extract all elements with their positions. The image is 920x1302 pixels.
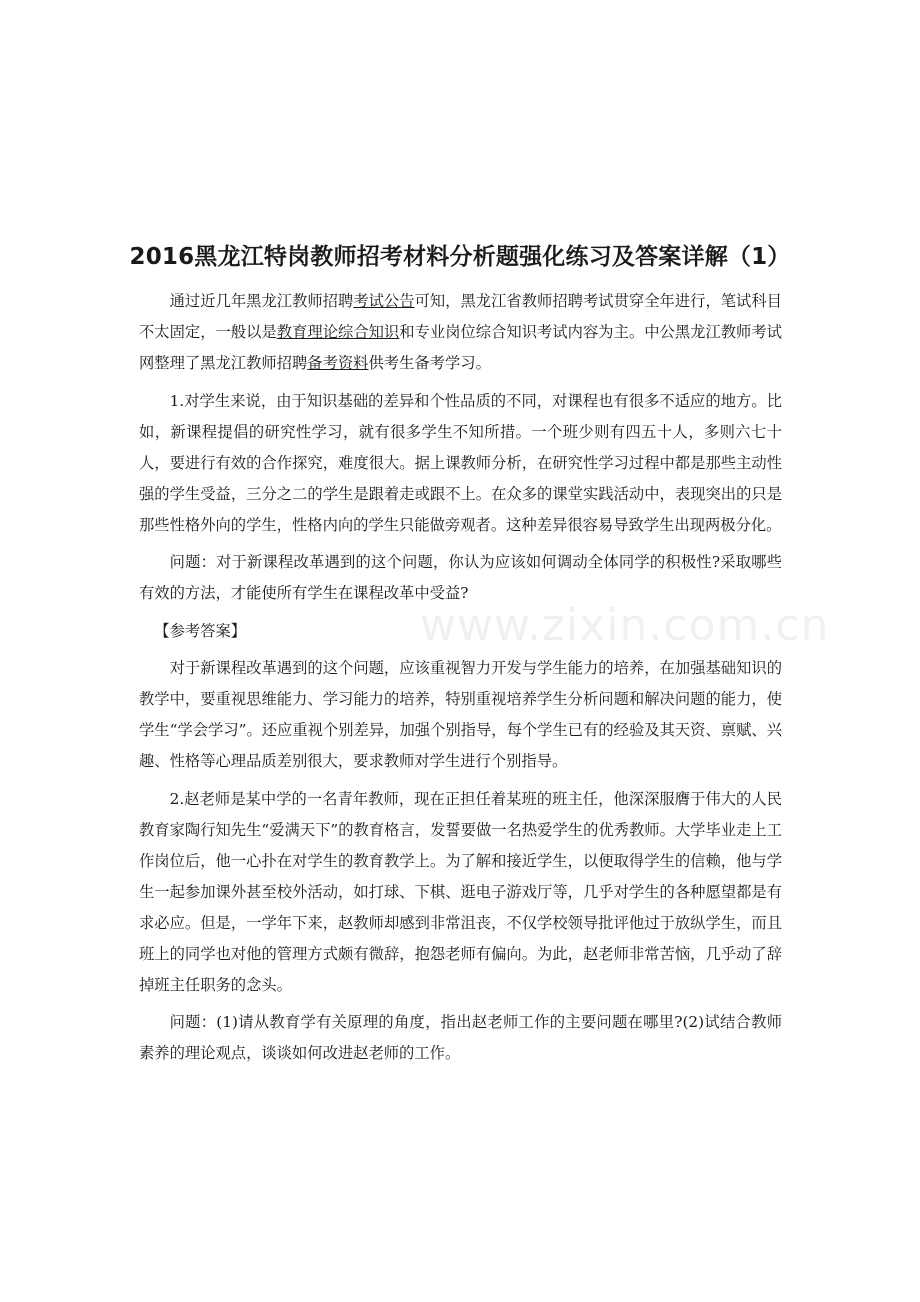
document-title: 2016黑龙江特岗教师招考材料分析题强化练习及答案详解（1） <box>129 244 791 270</box>
q2-material: 2.赵老师是某中学的一名青年教师，现在正担任着某班的班主任，他深深服膺于伟大的人民教育家陶行知先生“爱满天下”的教育格言，发誓要做一名热爱学生的优秀教师。大学毕业走上工作岗位后，他一心扑在对学生的教育教学上。为了解和接近学生，以便取得学生的信赖，他与学生一起参加课外甚至校外活动，如打球、下棋、逛电子游戏厅等，几乎对学生的各种愿望都是有求必应。但是，一学年下来，赵教师却感到非常沮丧，不仅学校领导批评他过于放纵学生，而且班上的同学也对他的管理方式颇有微辞，抱怨老师有偏向。为此，赵老师非常苦恼，几乎动了辞掉班主任职务的念头。 <box>139 789 782 994</box>
intro-paragraph <box>139 286 782 379</box>
link-prep-materials[interactable]: 备考资料 <box>307 354 369 372</box>
answer-heading: 【参考答案】 <box>154 621 247 640</box>
q1-answer: 对于新课程改革遇到的这个问题，应该重视智力开发与学生能力的培养，在加强基础知识的教学中，要重视思维能力、学习能力的培养，特别重视培养学生分析问题和解决问题的能力，使学生“学会学习”。还应重视个别差异，加强个别指导，每个学生已有的经验及其天资、禀赋、兴趣、性格等心理品质差别很大，要求教师对学生进行个别指导。 <box>139 659 782 770</box>
intro-text-1: 通过近几年黑龙江教师招聘 <box>169 292 354 310</box>
q2-question: 问题：(1)请从教育学有关原理的角度，指出赵老师工作的主要问题在哪里?(2)试结合教师素养的理论观点，谈谈如何改进赵老师的工作。 <box>139 1013 782 1062</box>
intro-text-2: 可知，黑龙江省教师招聘考试贯穿全年进行，笔试科目不太固定，一般以是 <box>139 292 782 341</box>
link-education-theory[interactable]: 教育理论综合知识 <box>276 323 400 341</box>
watermark: www.zixin.com.cn <box>420 600 830 651</box>
document-body <box>139 286 782 1076</box>
q1-question: 问题：对于新课程改革遇到的这个问题，你认为应该如何调动全体同学的积极性?采取哪些有效的方法，才能使所有学生在课程改革中受益? <box>139 553 782 602</box>
q1-material: 1.对学生来说，由于知识基础的差异和个性品质的不同，对课程也有很多不适应的地方。比如，新课程提倡的研究性学习，就有很多学生不知所措。一个班少则有四五十人，多则六七十人，要进行有效的合作探究，难度很大。据上课教师分析，在研究性学习过程中都是那些主动性强的学生受益，三分之二的学生是跟着走或跟不上。在众多的课堂实践活动中，表现突出的只是那些性格外向的学生，性格内向的学生只能做旁观者。这种差异很容易导致学生出现两极分化。 <box>139 391 782 534</box>
intro-text-3: 和专业岗位综合知识考试内容为主。中公黑龙江教师考试网整理了黑龙江教师招聘 <box>139 323 782 372</box>
intro-text-4: 供考生备考学习。 <box>368 354 491 372</box>
link-exam-notice[interactable]: 考试公告 <box>353 292 415 310</box>
